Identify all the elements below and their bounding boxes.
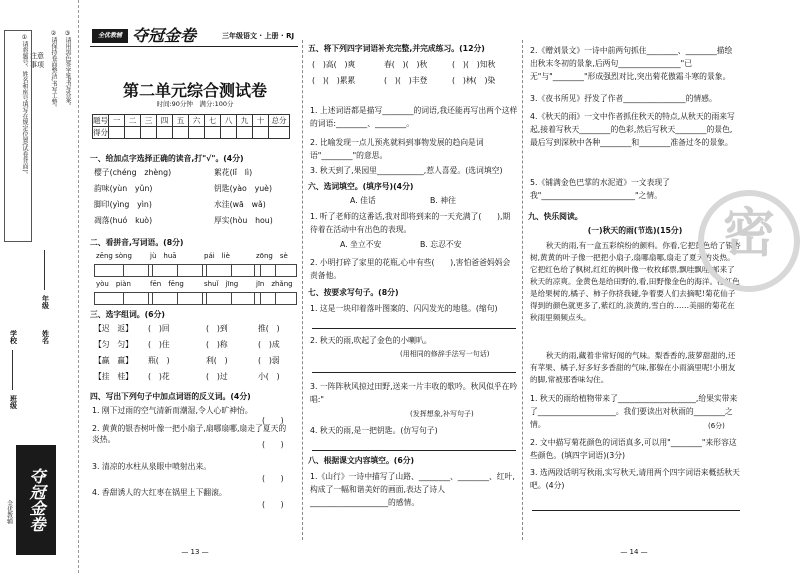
q3-blank[interactable]: ( )弱 (258, 356, 280, 365)
q4-answer[interactable]: ( ) (262, 474, 284, 483)
score-input[interactable] (189, 127, 205, 139)
notice-line-1: ①请将题号、姓名和座号填写在规定位置(试卷背面)。 (21, 34, 28, 178)
score-cell: 七 (205, 115, 221, 127)
column-divider-2 (522, 40, 523, 540)
q7-item: 2. 秋天的雨,吹起了金色的小喇叭。 (310, 336, 432, 345)
q3-blank[interactable]: ( )成 (258, 340, 280, 349)
score-input[interactable] (141, 127, 157, 139)
q6-title: 六、选词填空。(填序号)(4分) (308, 182, 414, 191)
q1-item[interactable]: 絮花(lǐ lì) (214, 168, 253, 177)
q5-item: 2. 比喻发现一点儿预兆就料到事物发展的趋向是词语"________"的意思。 (310, 138, 484, 160)
score-cell: 十 (253, 115, 269, 127)
q4-item: 3. 清凉的水柱从泉眼中喷射出来。 (92, 462, 212, 471)
q3-blank[interactable]: 瓶( ) (148, 356, 170, 365)
pinyin: jù huā (150, 252, 177, 260)
field-grade: 年级 (41, 295, 50, 309)
score-input[interactable] (157, 127, 173, 139)
answer-line[interactable] (312, 372, 516, 373)
answer-cells[interactable] (94, 290, 152, 309)
q9-question[interactable]: 1. 秋天的雨给植物带来了____________________,给果实带来了____________________。我们要读出对秋雨的________之情。 (530, 394, 738, 429)
q3-group: 【匀 匀】 (94, 340, 133, 349)
pinyin: jīn zhǎng (256, 280, 293, 288)
q8-item[interactable]: 2.《赠刘景文》一诗中前两句抓住________、________描绘出秋末冬初的景象,后两句________________"已无"与"________"形成强烈对比,突出菊花傲霜斗寒的景象。 (530, 46, 733, 81)
subject-label: 三年级语文 · 上册 · RJ (222, 32, 295, 40)
pinyin: zōng sè (256, 252, 288, 260)
score-cell: 总分 (269, 115, 290, 127)
q3-blank[interactable]: ( )过 (206, 372, 228, 381)
score-input[interactable] (253, 127, 269, 139)
q5-title: 五、将下列四字词语补充完整,并完成练习。(12分) (308, 44, 485, 53)
q6-sentence[interactable]: 1. 听了老师的这番话,我对即将到来的一天充满了( ),期待着在活动中有出色的表现。 (310, 212, 511, 234)
q5-idiom[interactable]: ( )高( )爽 (312, 60, 356, 69)
header-rule (90, 46, 298, 47)
score-table (92, 114, 290, 139)
score-cell: 五 (173, 115, 189, 127)
score-cell: 三 (141, 115, 157, 127)
q9-question[interactable]: 2. 文中描写菊花颜色的词语真多,可以用"________"来形容这些颜色。(填四字词语)(3分) (530, 438, 737, 460)
time-score: 时间:90分钟 满分:100分 (156, 100, 234, 108)
score-table-row (93, 127, 290, 139)
answer-cells[interactable] (94, 262, 152, 281)
score-input[interactable] (221, 127, 237, 139)
q1-item[interactable]: 水洼(wā wǎ) (214, 200, 266, 209)
score-cell: 六 (189, 115, 205, 127)
q7-item: 3. 一阵阵秋风掠过田野,送来一片丰收的歌吟。秋风似乎在吟唱:" (310, 382, 518, 404)
score-input[interactable] (237, 127, 253, 139)
q4-answer[interactable]: ( ) (262, 416, 284, 425)
pinyin: zēng sòng (96, 252, 132, 260)
q1-title: 一、给加点字选择正确的读音,打"√"。(4分) (90, 154, 244, 163)
score-cell: 四 (157, 115, 173, 127)
field-name: 姓名 (41, 330, 50, 344)
pinyin: fēn fēng (150, 280, 184, 288)
q3-blank[interactable]: 利( ) (206, 356, 228, 365)
answer-cells[interactable] (202, 262, 260, 281)
q8-item[interactable]: 4.《秋天的雨》一文中作者抓住秋天的特点,从秋天的雨来写起,接着写秋天________的色彩,然后写秋天________的景色,最后写到深秋中各种________和________准备过冬的景象。 (530, 112, 735, 147)
score-input[interactable] (269, 127, 290, 139)
q4-item: 2. 黄黄的银杏树叶像一把小扇子,扇哪扇哪,扇走了夏天的炎热。 (92, 424, 287, 444)
q4-item: 1. 刚下过雨的空气清新而潮湿,令人心旷神怡。 (92, 406, 253, 415)
q6-sentence[interactable]: 2. 小明打碎了家里的花瓶,心中有些( ),害怕爸爸妈妈会责备他。 (310, 258, 511, 280)
q6-option: B. 神往 (430, 196, 456, 205)
q3-blank[interactable]: ( )住 (148, 340, 170, 349)
q7-item: 1. 这是一块印着落叶图案的、闪闪发光的地毯。(缩句) (310, 304, 498, 313)
score-cell: 二 (125, 115, 141, 127)
q5-idiom[interactable]: ( )( )丰登 (384, 76, 428, 85)
score-table-header (93, 115, 290, 127)
field-class: 班级 (9, 395, 18, 409)
q3-blank[interactable]: 小( ) (258, 372, 280, 381)
q9-title: 九、快乐阅读。 (528, 212, 583, 221)
reading-passage-1: 秋天的雨,有一盒五彩缤纷的颜料。你看,它把黄色给了银杏树,黄黄的叶子像一把把小扇子,扇哪扇哪,扇走了夏天的炎热。它把红色给了枫树,红红的枫叶像一枚枚邮票,飘哇飘哇,邮来了秋天的凉爽。金黄色是给田野的,看,田野像金色的海洋。橙红色是给果树的,橘子、柿子你挤我碰,争着要人们去摘呢!菊花仙子得到的颜色就更多了,紫红的,淡黄的,雪白的……美丽的菊花在秋雨里频频点头。 (530, 241, 741, 322)
q8-item[interactable]: 5.《铺满金色巴掌的水泥道》一文表现了我"________________________"之情。 (530, 178, 670, 200)
score-cell: 一 (109, 115, 125, 127)
score-input[interactable] (205, 127, 221, 139)
q6-option: A. 佳话 (350, 196, 376, 205)
q3-blank[interactable]: 推( ) (258, 324, 280, 333)
q4-answer[interactable]: ( ) (262, 440, 284, 449)
field-school-line[interactable] (12, 350, 13, 390)
exam-title: 第二单元综合测试卷 (122, 81, 267, 100)
q4-title: 四、写出下列句子中加点词语的反义词。(4分) (90, 392, 251, 401)
score-cell: 题号 (93, 116, 108, 125)
q8-title: 八、根据课文内容填空。(6分) (308, 456, 415, 465)
answer-cells[interactable] (148, 290, 206, 309)
q5-idiom[interactable]: ( )( )知秋 (452, 60, 496, 69)
q5-item: 3. 秋天到了,果园里____________,惹人喜爱。(选词填空) (310, 166, 503, 175)
score-cell: 八 (221, 115, 237, 127)
answer-line[interactable] (312, 328, 516, 329)
page-number-left: — 13 — (181, 548, 209, 556)
q5-item: 1. 上述词语都是描写________的词语,我还能再写出两个这样的词语:________、________。 (310, 106, 518, 128)
q6-option: B. 忘忍不安 (420, 240, 462, 249)
title-brand: 夺冠金卷 (132, 26, 197, 45)
q2-title: 二、看拼音,写词语。(8分) (90, 238, 184, 247)
q1-item[interactable]: 凋落(huó kuò) (94, 216, 153, 225)
q7-note: (用相同的修辞手法写一句话) (400, 350, 490, 358)
q7-title: 七、按要求写句子。(8分) (308, 288, 399, 297)
q3-group: 【挂 桂】 (94, 372, 133, 381)
q7-note: (发挥想象,补写句子) (410, 410, 474, 418)
field-grade-line[interactable] (44, 250, 45, 290)
answer-line[interactable] (312, 450, 516, 451)
score-cell: 九 (237, 115, 253, 127)
column-divider-1 (302, 40, 303, 540)
answer-line[interactable] (532, 510, 740, 511)
q8-item[interactable]: 1.《山行》一诗中描写了山路、________、________、红叶,构成了一幅和谐美好的画面,表达了诗人____________________的感情。 (310, 472, 515, 507)
q3-blank[interactable]: ( )花 (148, 372, 170, 381)
pinyin: shuǐ jīng (204, 280, 239, 288)
field-school: 学校 (9, 330, 18, 344)
q1-item[interactable]: 樱子(chéng zhèng) (94, 168, 172, 177)
answer-cells[interactable] (254, 262, 296, 281)
q9-subtitle: (一)秋天的雨(节选)(15分) (587, 226, 683, 235)
q1-item[interactable]: 韵味(yùn yǔn) (94, 184, 153, 193)
sidebar-logo: 夺冠金卷 (16, 445, 56, 555)
q1-item[interactable]: 脚印(yìng yìn) (94, 200, 152, 209)
q1-item[interactable]: 钥匙(yào yuè) (214, 184, 272, 193)
score-input[interactable] (109, 127, 125, 139)
score-input[interactable] (125, 127, 141, 139)
answer-cells[interactable] (202, 290, 260, 309)
q3-blank[interactable]: ( )称 (206, 340, 228, 349)
score-row-label: 得分 (93, 128, 108, 137)
answer-cells[interactable] (254, 290, 296, 309)
q3-blank[interactable]: ( )回 (148, 324, 170, 333)
q8-item[interactable]: 3.《夜书所见》抒发了作者________________的情感。 (530, 94, 717, 103)
q6-option: A. 坐立不安 (340, 240, 382, 249)
q3-title: 三、选字组词。(6分) (90, 310, 165, 319)
sidebar (0, 0, 79, 573)
q9-question: 3. 选两段话明写秋雨,实写秋天,请用两个四字词语来概括秋天吧。(4分) (530, 468, 740, 490)
q5-idiom[interactable]: ( )( )累累 (312, 76, 356, 85)
confidential-stamp: 密 (698, 190, 800, 292)
q5-idiom[interactable]: ( )林( )染 (452, 76, 496, 85)
q3-blank[interactable]: ( )到 (206, 324, 228, 333)
pinyin: pái liè (204, 252, 230, 260)
notice-title: 注意事项 (30, 52, 44, 69)
notice-line-2: ②请保持卷面整洁,书写工整。 (50, 30, 57, 111)
q3-group: 【迟 返】 (94, 324, 133, 333)
q9-points: (6分) (708, 422, 725, 430)
q3-group: 【赢 羸】 (94, 356, 133, 365)
brand-logo: 全优教辅 (92, 29, 128, 43)
q7-item: 4. 秋天的雨,是一把钥匙。(仿写句子) (310, 426, 438, 435)
q1-item[interactable]: 厚实(hòu hou) (214, 216, 273, 225)
answer-cells[interactable] (148, 262, 206, 281)
q4-answer[interactable]: ( ) (262, 500, 284, 509)
q4-item: 4. 香甜诱人的大红枣在锅里上下翻滚。 (92, 488, 227, 497)
score-input[interactable] (173, 127, 189, 139)
page-number-right: — 14 — (620, 548, 648, 556)
q5-idiom[interactable]: 春( )( )秋 (384, 60, 428, 69)
sidebar-brand: 全优教辅 (5, 500, 13, 524)
pinyin: yòu piàn (96, 280, 131, 288)
reading-passage-2: 秋天的雨,藏着非常好闻的气味。梨香香的,菠萝甜甜的,还有苹果、橘子,好多好多香甜的气味,都躲在小雨滴里呢!小朋友的脚,常被那香味勾住。 (530, 351, 736, 384)
notice-line-3: ③请用黑色签字笔书写答案。 (64, 30, 71, 109)
